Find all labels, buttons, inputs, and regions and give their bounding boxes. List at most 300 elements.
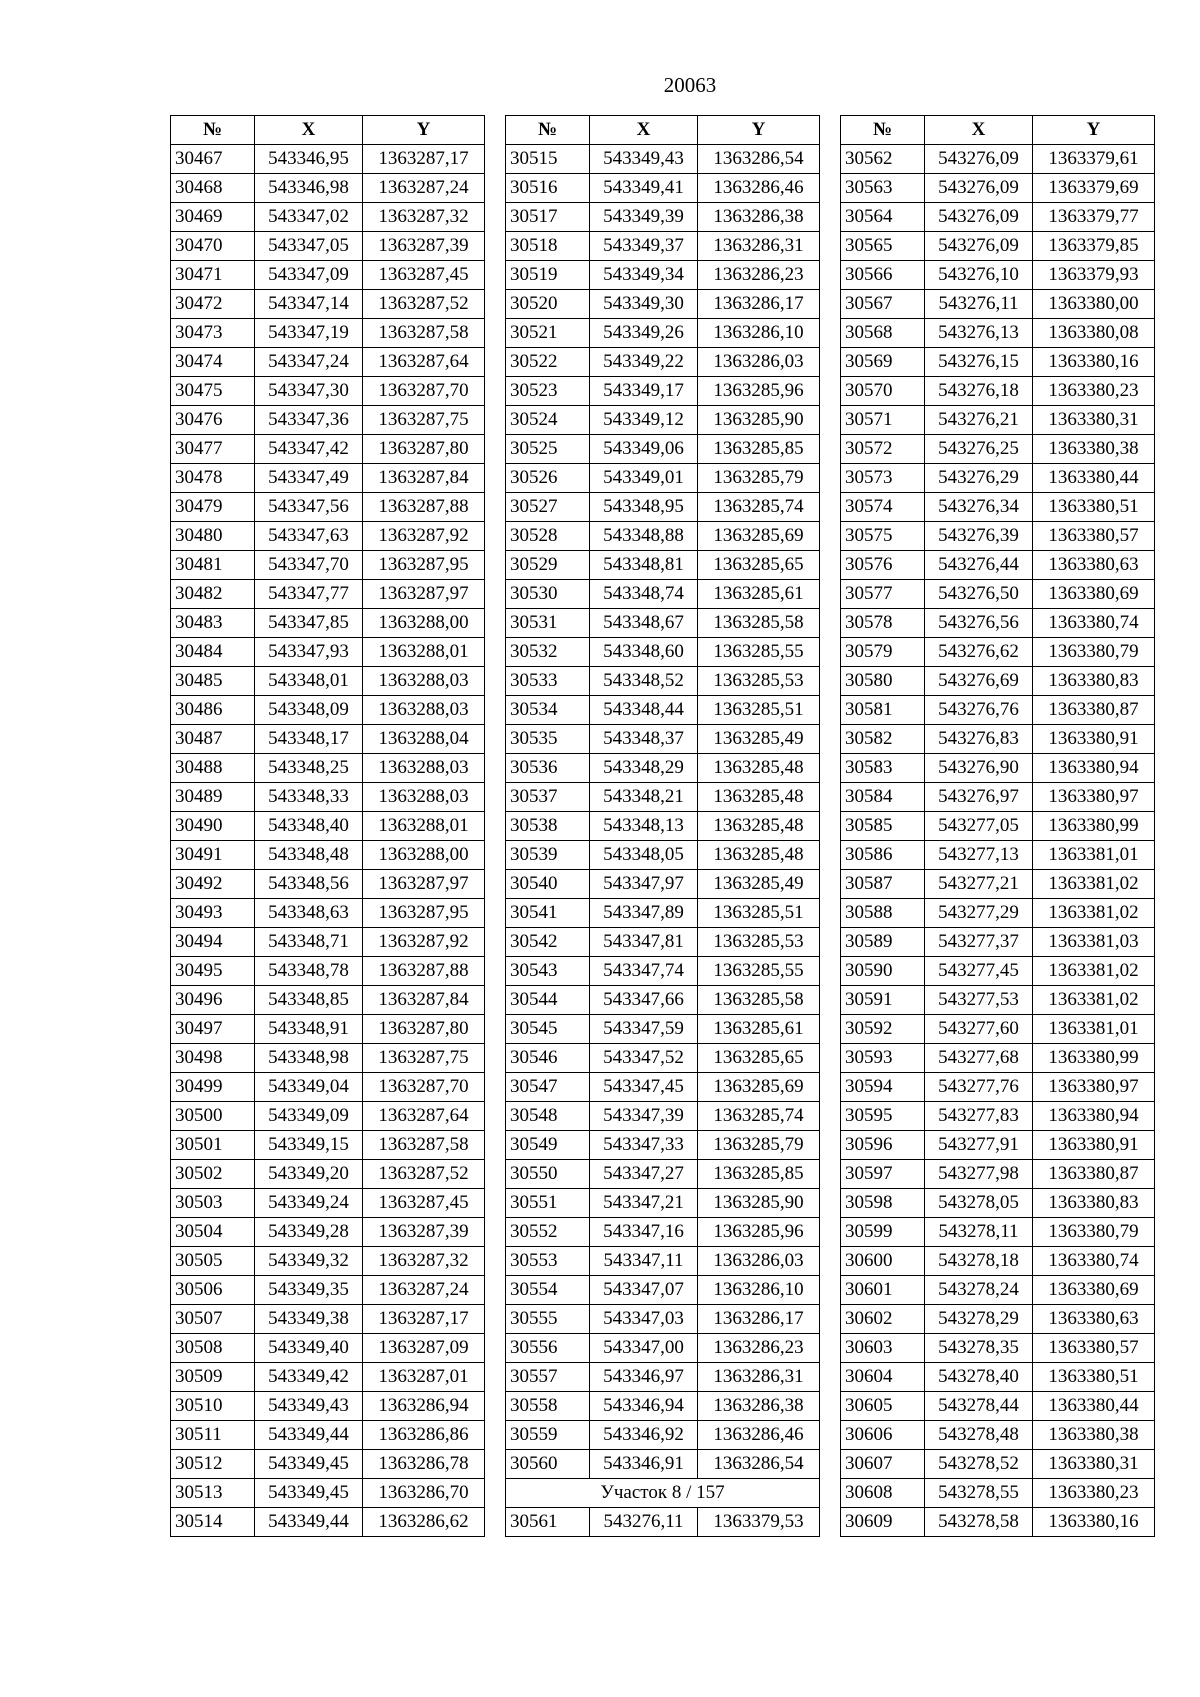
y-coordinate-cell: 1363285,48 (698, 783, 820, 812)
table-row (841, 290, 1155, 319)
point-number-cell: 30552 (506, 1218, 590, 1247)
table-row (171, 928, 485, 957)
y-coordinate-cell: 1363286,31 (698, 232, 820, 261)
point-number-cell: 30597 (841, 1160, 925, 1189)
point-number-cell: 30538 (506, 812, 590, 841)
point-number-cell: 30491 (171, 841, 255, 870)
y-coordinate-cell: 1363287,58 (363, 319, 485, 348)
table-row (171, 493, 485, 522)
point-number-cell: 30590 (841, 957, 925, 986)
y-coordinate-cell: 1363285,48 (698, 754, 820, 783)
y-coordinate-cell: 1363380,87 (1033, 696, 1155, 725)
point-number-cell: 30513 (171, 1479, 255, 1508)
point-number-cell: 30558 (506, 1392, 590, 1421)
point-number-cell: 30556 (506, 1334, 590, 1363)
y-coordinate-cell: 1363288,01 (363, 812, 485, 841)
table-row (171, 986, 485, 1015)
table-row (171, 609, 485, 638)
x-coordinate-cell: 543347,66 (590, 986, 698, 1015)
x-coordinate-cell: 543347,85 (255, 609, 363, 638)
x-coordinate-cell: 543347,74 (590, 957, 698, 986)
y-coordinate-cell: 1363380,16 (1033, 1508, 1155, 1537)
x-coordinate-cell: 543348,44 (590, 696, 698, 725)
y-coordinate-cell: 1363286,54 (698, 145, 820, 174)
y-coordinate-cell: 1363287,92 (363, 522, 485, 551)
x-coordinate-cell: 543349,41 (590, 174, 698, 203)
x-coordinate-cell: 543348,63 (255, 899, 363, 928)
x-coordinate-cell: 543276,39 (925, 522, 1033, 551)
point-number-cell: 30497 (171, 1015, 255, 1044)
column-header-y: Y (698, 116, 820, 145)
point-number-cell: 30503 (171, 1189, 255, 1218)
y-coordinate-cell: 1363379,69 (1033, 174, 1155, 203)
point-number-cell: 30567 (841, 290, 925, 319)
point-number-cell: 30530 (506, 580, 590, 609)
x-coordinate-cell: 543347,21 (590, 1189, 698, 1218)
table-row (171, 754, 485, 783)
x-coordinate-cell: 543349,04 (255, 1073, 363, 1102)
y-coordinate-cell: 1363380,69 (1033, 580, 1155, 609)
y-coordinate-cell: 1363287,45 (363, 261, 485, 290)
y-coordinate-cell: 1363380,69 (1033, 1276, 1155, 1305)
y-coordinate-cell: 1363286,86 (363, 1421, 485, 1450)
point-number-cell: 30540 (506, 870, 590, 899)
point-number-cell: 30539 (506, 841, 590, 870)
point-number-cell: 30524 (506, 406, 590, 435)
point-number-cell: 30600 (841, 1247, 925, 1276)
x-coordinate-cell: 543347,39 (590, 1102, 698, 1131)
x-coordinate-cell: 543347,07 (590, 1276, 698, 1305)
point-number-cell: 30517 (506, 203, 590, 232)
x-coordinate-cell: 543347,49 (255, 464, 363, 493)
y-coordinate-cell: 1363287,97 (363, 580, 485, 609)
point-number-cell: 30594 (841, 1073, 925, 1102)
table-row (841, 203, 1155, 232)
x-coordinate-cell: 543276,09 (925, 232, 1033, 261)
x-coordinate-cell: 543276,10 (925, 261, 1033, 290)
x-coordinate-cell: 543348,29 (590, 754, 698, 783)
point-number-cell: 30536 (506, 754, 590, 783)
x-coordinate-cell: 543277,68 (925, 1044, 1033, 1073)
y-coordinate-cell: 1363380,91 (1033, 725, 1155, 754)
point-number-cell: 30537 (506, 783, 590, 812)
y-coordinate-cell: 1363380,79 (1033, 638, 1155, 667)
point-number-cell: 30580 (841, 667, 925, 696)
table-row (171, 1363, 485, 1392)
point-number-cell: 30572 (841, 435, 925, 464)
table-row (171, 725, 485, 754)
x-coordinate-cell: 543348,05 (590, 841, 698, 870)
table-row (506, 319, 820, 348)
x-coordinate-cell: 543349,12 (590, 406, 698, 435)
table-row (506, 1305, 820, 1334)
header-row (841, 116, 1155, 145)
x-coordinate-cell: 543276,69 (925, 667, 1033, 696)
point-number-cell: 30585 (841, 812, 925, 841)
y-coordinate-cell: 1363380,44 (1033, 1392, 1155, 1421)
y-coordinate-cell: 1363381,01 (1033, 1015, 1155, 1044)
table-row (171, 377, 485, 406)
table-row (506, 1189, 820, 1218)
point-number-cell: 30516 (506, 174, 590, 203)
header-row (506, 116, 820, 145)
point-number-cell: 30608 (841, 1479, 925, 1508)
point-number-cell: 30582 (841, 725, 925, 754)
point-number-cell: 30506 (171, 1276, 255, 1305)
table-row (171, 1044, 485, 1073)
x-coordinate-cell: 543276,09 (925, 145, 1033, 174)
point-number-cell: 30521 (506, 319, 590, 348)
x-coordinate-cell: 543348,37 (590, 725, 698, 754)
point-number-cell: 30489 (171, 783, 255, 812)
x-coordinate-cell: 543347,24 (255, 348, 363, 377)
point-number-cell: 30606 (841, 1421, 925, 1450)
point-number-cell: 30481 (171, 551, 255, 580)
y-coordinate-cell: 1363288,00 (363, 841, 485, 870)
table-row (841, 1508, 1155, 1537)
x-coordinate-cell: 543349,01 (590, 464, 698, 493)
point-number-cell: 30488 (171, 754, 255, 783)
y-coordinate-cell: 1363285,51 (698, 899, 820, 928)
table-row (171, 1247, 485, 1276)
point-number-cell: 30598 (841, 1189, 925, 1218)
table-row (841, 1276, 1155, 1305)
x-coordinate-cell: 543347,03 (590, 1305, 698, 1334)
y-coordinate-cell: 1363286,31 (698, 1363, 820, 1392)
table-row (506, 638, 820, 667)
point-number-cell: 30546 (506, 1044, 590, 1073)
y-coordinate-cell: 1363380,97 (1033, 783, 1155, 812)
point-number-cell: 30550 (506, 1160, 590, 1189)
point-number-cell: 30532 (506, 638, 590, 667)
table-row (841, 1102, 1155, 1131)
point-number-cell: 30482 (171, 580, 255, 609)
point-number-cell: 30500 (171, 1102, 255, 1131)
table-row (171, 1334, 485, 1363)
table-row (841, 1305, 1155, 1334)
point-number-cell: 30528 (506, 522, 590, 551)
table-row (506, 522, 820, 551)
x-coordinate-cell: 543347,30 (255, 377, 363, 406)
table-row (506, 232, 820, 261)
y-coordinate-cell: 1363287,64 (363, 1102, 485, 1131)
y-coordinate-cell: 1363380,51 (1033, 493, 1155, 522)
table-row (506, 145, 820, 174)
y-coordinate-cell: 1363287,95 (363, 551, 485, 580)
x-coordinate-cell: 543278,40 (925, 1363, 1033, 1392)
y-coordinate-cell: 1363285,79 (698, 464, 820, 493)
table-row (841, 841, 1155, 870)
x-coordinate-cell: 543347,33 (590, 1131, 698, 1160)
table-row (171, 1421, 485, 1450)
y-coordinate-cell: 1363285,48 (698, 841, 820, 870)
point-number-cell: 30573 (841, 464, 925, 493)
x-coordinate-cell: 543348,13 (590, 812, 698, 841)
y-coordinate-cell: 1363287,58 (363, 1131, 485, 1160)
table-row (171, 783, 485, 812)
table-row (171, 1160, 485, 1189)
column-header-x: X (255, 116, 363, 145)
point-number-cell: 30576 (841, 551, 925, 580)
table-row (506, 377, 820, 406)
point-number-cell: 30609 (841, 1508, 925, 1537)
table-row (171, 1189, 485, 1218)
x-coordinate-cell: 543347,81 (590, 928, 698, 957)
table-row (171, 841, 485, 870)
point-number-cell: 30583 (841, 754, 925, 783)
y-coordinate-cell: 1363379,61 (1033, 145, 1155, 174)
y-coordinate-cell: 1363286,10 (698, 1276, 820, 1305)
table-row (506, 754, 820, 783)
x-coordinate-cell: 543278,11 (925, 1218, 1033, 1247)
y-coordinate-cell: 1363287,32 (363, 1247, 485, 1276)
x-coordinate-cell: 543278,44 (925, 1392, 1033, 1421)
y-coordinate-cell: 1363286,78 (363, 1450, 485, 1479)
table-row (506, 290, 820, 319)
table-row (171, 551, 485, 580)
x-coordinate-cell: 543348,98 (255, 1044, 363, 1073)
point-number-cell: 30563 (841, 174, 925, 203)
y-coordinate-cell: 1363288,00 (363, 609, 485, 638)
point-number-cell: 30561 (506, 1508, 590, 1537)
page-number: 20063 (663, 73, 717, 97)
point-number-cell: 30589 (841, 928, 925, 957)
point-number-cell: 30484 (171, 638, 255, 667)
table-row (841, 725, 1155, 754)
point-number-cell: 30574 (841, 493, 925, 522)
y-coordinate-cell: 1363288,04 (363, 725, 485, 754)
y-coordinate-cell: 1363285,48 (698, 812, 820, 841)
table-row (841, 1160, 1155, 1189)
x-coordinate-cell: 543276,62 (925, 638, 1033, 667)
x-coordinate-cell: 543348,40 (255, 812, 363, 841)
point-number-cell: 30570 (841, 377, 925, 406)
y-coordinate-cell: 1363380,00 (1033, 290, 1155, 319)
point-number-cell: 30577 (841, 580, 925, 609)
y-coordinate-cell: 1363285,96 (698, 377, 820, 406)
point-number-cell: 30568 (841, 319, 925, 348)
table-row (841, 174, 1155, 203)
y-coordinate-cell: 1363285,61 (698, 580, 820, 609)
point-number-cell: 30575 (841, 522, 925, 551)
point-number-cell: 30555 (506, 1305, 590, 1334)
x-coordinate-cell: 543348,95 (590, 493, 698, 522)
point-number-cell: 30486 (171, 696, 255, 725)
table-row (841, 957, 1155, 986)
point-number-cell: 30591 (841, 986, 925, 1015)
x-coordinate-cell: 543347,56 (255, 493, 363, 522)
table-row (506, 1131, 820, 1160)
table-row (171, 638, 485, 667)
table-row (841, 899, 1155, 928)
x-coordinate-cell: 543347,11 (590, 1247, 698, 1276)
table-row (841, 551, 1155, 580)
table-row (841, 232, 1155, 261)
x-coordinate-cell: 543347,89 (590, 899, 698, 928)
table-row (171, 957, 485, 986)
table-row (171, 261, 485, 290)
point-number-cell: 30595 (841, 1102, 925, 1131)
x-coordinate-cell: 543348,56 (255, 870, 363, 899)
x-coordinate-cell: 543348,88 (590, 522, 698, 551)
point-number-cell: 30496 (171, 986, 255, 1015)
point-number-cell: 30560 (506, 1450, 590, 1479)
point-number-cell: 30507 (171, 1305, 255, 1334)
x-coordinate-cell: 543278,29 (925, 1305, 1033, 1334)
x-coordinate-cell: 543349,42 (255, 1363, 363, 1392)
y-coordinate-cell: 1363380,57 (1033, 522, 1155, 551)
point-number-cell: 30542 (506, 928, 590, 957)
point-number-cell: 30519 (506, 261, 590, 290)
x-coordinate-cell: 543277,83 (925, 1102, 1033, 1131)
x-coordinate-cell: 543276,29 (925, 464, 1033, 493)
y-coordinate-cell: 1363287,45 (363, 1189, 485, 1218)
x-coordinate-cell: 543349,44 (255, 1508, 363, 1537)
y-coordinate-cell: 1363380,38 (1033, 435, 1155, 464)
point-number-cell: 30467 (171, 145, 255, 174)
table-row (841, 609, 1155, 638)
point-number-cell: 30534 (506, 696, 590, 725)
y-coordinate-cell: 1363379,77 (1033, 203, 1155, 232)
y-coordinate-cell: 1363286,23 (698, 261, 820, 290)
y-coordinate-cell: 1363381,02 (1033, 870, 1155, 899)
table-row (841, 464, 1155, 493)
y-coordinate-cell: 1363288,03 (363, 783, 485, 812)
x-coordinate-cell: 543347,36 (255, 406, 363, 435)
point-number-cell: 30479 (171, 493, 255, 522)
x-coordinate-cell: 543278,52 (925, 1450, 1033, 1479)
x-coordinate-cell: 543349,26 (590, 319, 698, 348)
point-number-cell: 30605 (841, 1392, 925, 1421)
point-number-cell: 30520 (506, 290, 590, 319)
x-coordinate-cell: 543276,11 (925, 290, 1033, 319)
point-number-cell: 30581 (841, 696, 925, 725)
column-header-y: Y (1033, 116, 1155, 145)
x-coordinate-cell: 543347,97 (590, 870, 698, 899)
table-row (506, 348, 820, 377)
point-number-cell: 30469 (171, 203, 255, 232)
point-number-cell: 30511 (171, 1421, 255, 1450)
point-number-cell: 30514 (171, 1508, 255, 1537)
y-coordinate-cell: 1363285,58 (698, 986, 820, 1015)
y-coordinate-cell: 1363287,64 (363, 348, 485, 377)
x-coordinate-cell: 543277,53 (925, 986, 1033, 1015)
point-number-cell: 30502 (171, 1160, 255, 1189)
point-number-cell: 30551 (506, 1189, 590, 1218)
y-coordinate-cell: 1363380,23 (1033, 377, 1155, 406)
x-coordinate-cell: 543278,55 (925, 1479, 1033, 1508)
column-header-y: Y (363, 116, 485, 145)
y-coordinate-cell: 1363380,63 (1033, 551, 1155, 580)
y-coordinate-cell: 1363288,01 (363, 638, 485, 667)
y-coordinate-cell: 1363380,38 (1033, 1421, 1155, 1450)
x-coordinate-cell: 543348,78 (255, 957, 363, 986)
table-row (506, 406, 820, 435)
y-coordinate-cell: 1363285,79 (698, 1131, 820, 1160)
table-row (841, 377, 1155, 406)
table-row (171, 174, 485, 203)
y-coordinate-cell: 1363380,99 (1033, 1044, 1155, 1073)
y-coordinate-cell: 1363285,85 (698, 1160, 820, 1189)
table-row (506, 580, 820, 609)
x-coordinate-cell: 543348,91 (255, 1015, 363, 1044)
y-coordinate-cell: 1363287,88 (363, 957, 485, 986)
table-row (171, 1218, 485, 1247)
table-row (841, 1479, 1155, 1508)
column-header-x: X (925, 116, 1033, 145)
table-row (171, 1450, 485, 1479)
point-number-cell: 30579 (841, 638, 925, 667)
header-row (171, 116, 485, 145)
point-number-cell: 30565 (841, 232, 925, 261)
table-row (506, 1044, 820, 1073)
table-row (841, 1073, 1155, 1102)
x-coordinate-cell: 543348,21 (590, 783, 698, 812)
table-row (506, 609, 820, 638)
table-row (171, 812, 485, 841)
point-number-cell: 30508 (171, 1334, 255, 1363)
y-coordinate-cell: 1363285,55 (698, 638, 820, 667)
point-number-cell: 30592 (841, 1015, 925, 1044)
table-row (841, 986, 1155, 1015)
table-row (506, 928, 820, 957)
point-number-cell: 30510 (171, 1392, 255, 1421)
x-coordinate-cell: 543348,60 (590, 638, 698, 667)
y-coordinate-cell: 1363380,23 (1033, 1479, 1155, 1508)
x-coordinate-cell: 543349,22 (590, 348, 698, 377)
x-coordinate-cell: 543276,44 (925, 551, 1033, 580)
table-row (841, 522, 1155, 551)
table-row (841, 696, 1155, 725)
y-coordinate-cell: 1363380,31 (1033, 1450, 1155, 1479)
table-row (506, 551, 820, 580)
x-coordinate-cell: 543349,39 (590, 203, 698, 232)
x-coordinate-cell: 543276,50 (925, 580, 1033, 609)
table-row (171, 696, 485, 725)
point-number-cell: 30523 (506, 377, 590, 406)
y-coordinate-cell: 1363285,65 (698, 551, 820, 580)
table-row (171, 1276, 485, 1305)
y-coordinate-cell: 1363287,80 (363, 1015, 485, 1044)
point-number-cell: 30599 (841, 1218, 925, 1247)
table-row (841, 406, 1155, 435)
point-number-cell: 30477 (171, 435, 255, 464)
table-row (841, 261, 1155, 290)
point-number-cell: 30509 (171, 1363, 255, 1392)
y-coordinate-cell: 1363287,97 (363, 870, 485, 899)
x-coordinate-cell: 543349,40 (255, 1334, 363, 1363)
x-coordinate-cell: 543348,09 (255, 696, 363, 725)
x-coordinate-cell: 543347,70 (255, 551, 363, 580)
table-row (841, 1044, 1155, 1073)
x-coordinate-cell: 543349,15 (255, 1131, 363, 1160)
x-coordinate-cell: 543349,43 (590, 145, 698, 174)
y-coordinate-cell: 1363285,53 (698, 928, 820, 957)
table-row (506, 957, 820, 986)
table-row (171, 435, 485, 464)
x-coordinate-cell: 543348,25 (255, 754, 363, 783)
y-coordinate-cell: 1363285,85 (698, 435, 820, 464)
y-coordinate-cell: 1363380,31 (1033, 406, 1155, 435)
table-row (841, 667, 1155, 696)
y-coordinate-cell: 1363381,02 (1033, 957, 1155, 986)
y-coordinate-cell: 1363286,17 (698, 1305, 820, 1334)
table-row (841, 1450, 1155, 1479)
table-row (841, 348, 1155, 377)
x-coordinate-cell: 543347,93 (255, 638, 363, 667)
x-coordinate-cell: 543349,43 (255, 1392, 363, 1421)
y-coordinate-cell: 1363287,24 (363, 174, 485, 203)
